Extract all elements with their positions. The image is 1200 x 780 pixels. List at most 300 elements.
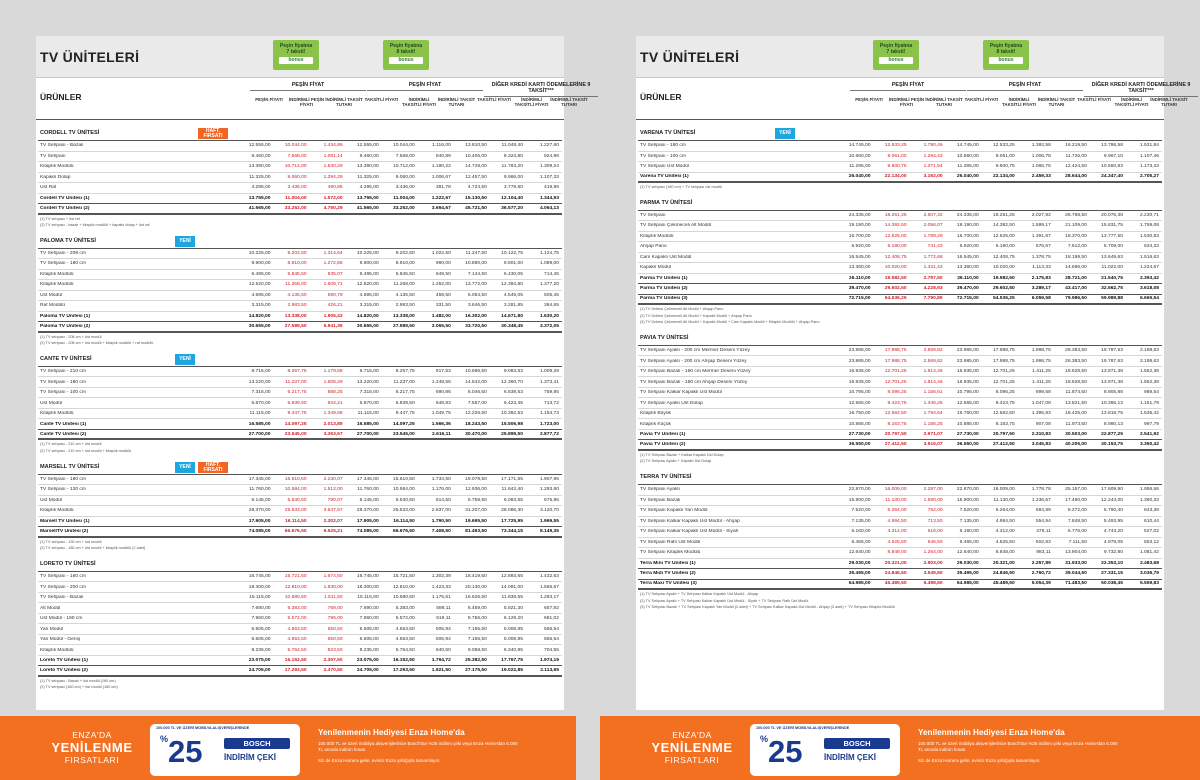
price-cell: 7.690,00 xyxy=(359,605,379,611)
set-name: Pavia TV Ünitesi (1) xyxy=(640,432,686,438)
product-name: TV Sehpası - Bazalı xyxy=(40,143,84,149)
price-cell: 14.745,00 xyxy=(848,143,871,149)
price-cell: 18.300,00 xyxy=(248,584,271,590)
price-cell: 1.236,67 xyxy=(1031,497,1051,503)
product-name: TV Sehpası xyxy=(40,153,66,159)
price-cell: 21.109,00 xyxy=(1065,223,1087,229)
price-cell: 1.566,36 xyxy=(431,421,451,427)
campaign-note: Siz de Enza Home'a gelin, evinizi Enza şıklığıyla tamamlayın. xyxy=(318,758,441,763)
price-cell: 9.061,00 xyxy=(887,153,907,159)
price-cell: 16.114,50 xyxy=(393,518,415,524)
product-name: TV Sehpası Çekmeceli Alt Modül xyxy=(640,223,712,229)
price-cell: 35.495,00 xyxy=(848,571,871,577)
section-title xyxy=(638,126,1162,141)
price-cell: 11.760,00 xyxy=(357,487,379,493)
price-cell: 1.293,17 xyxy=(539,595,559,600)
price-cell: 1.814,46 xyxy=(923,369,943,375)
price-cell: 6.505,00 xyxy=(359,626,379,632)
bonus-logo: bonus xyxy=(389,57,423,64)
price-cell: 1.176,00 xyxy=(431,487,451,493)
price-cell: 1.599,17 xyxy=(1031,223,1051,229)
price-cell: 5.493,95 xyxy=(1103,518,1123,524)
set-name: Cante TV Ünitesi (1) xyxy=(40,421,87,427)
price-cell: 17.725,95 xyxy=(501,518,523,524)
price-cell: 16.009,00 xyxy=(992,487,1015,493)
price-cell: 8.980,13 xyxy=(1103,421,1123,427)
price-cell: 13.649,63 xyxy=(1101,254,1123,260)
price-cell: 24.705,00 xyxy=(248,668,271,673)
price-cell: 17.345,00 xyxy=(356,476,379,482)
price-cell: 6.217,75 xyxy=(287,390,307,396)
page-title: TV ÜNİTELERİ xyxy=(640,49,740,65)
section-title-text: PAVIA TV ÜNİTESİ xyxy=(640,334,689,341)
price-cell: 13.755,00 xyxy=(248,195,271,201)
price-cell: 1.789,29 xyxy=(923,233,943,239)
price-cell: 36.550,00 xyxy=(956,442,979,448)
price-cell: 12.104,40 xyxy=(501,195,523,201)
price-cell: 3.372,05 xyxy=(539,323,559,329)
price-cell: 8.096,25 xyxy=(887,390,907,396)
price-cell: 5.190,00 xyxy=(887,244,907,250)
price-cell: 21.540,75 xyxy=(1101,275,1123,281)
price-cell: 6.495,00 xyxy=(359,271,379,277)
price-cell: 12.555,00 xyxy=(248,143,271,149)
price-cell: 13.338,00 xyxy=(392,313,415,319)
promo-line: 8 taksit! xyxy=(996,49,1016,55)
table-row xyxy=(38,603,562,614)
price-cell: 2.230,71 xyxy=(1139,212,1159,218)
price-cell: 15.610,50 xyxy=(284,476,307,482)
total-row xyxy=(38,666,562,677)
campaign-heading: Yenilenmenin Hediyesi Enza Home'da xyxy=(318,728,465,737)
table-row xyxy=(38,183,562,194)
price-cell: 4.994,50 xyxy=(887,518,907,524)
price-cell: 796,00 xyxy=(327,616,343,621)
price-cell: 13.220,00 xyxy=(248,379,271,385)
price-cell: 17.767,75 xyxy=(501,658,523,663)
price-cell: 28.644,00 xyxy=(1065,174,1087,180)
price-cell: 33.252,00 xyxy=(392,205,415,211)
price-cell: 8.235,00 xyxy=(251,647,271,653)
price-cell: 5.383,00 xyxy=(395,605,415,611)
price-cell: 14.671,80 xyxy=(501,313,523,319)
price-cell: 11.726,00 xyxy=(1065,153,1087,159)
price-cell: 907,08 xyxy=(1035,421,1051,427)
price-cell: 10.580,50 xyxy=(284,595,307,600)
coupon-percent xyxy=(160,734,203,770)
price-cell: 24.846,50 xyxy=(992,571,1015,577)
price-cell: 11.004,00 xyxy=(393,195,415,201)
price-cell: 18.199,50 xyxy=(1065,254,1087,260)
campaign-title xyxy=(640,730,744,765)
price-cell: 17.293,50 xyxy=(392,668,415,673)
price-cell: 12.408,75 xyxy=(884,254,907,260)
price-cell: 7.612,00 xyxy=(1067,244,1087,250)
price-cell: 28.370,00 xyxy=(356,508,379,514)
price-cell: 5.190,00 xyxy=(995,244,1015,250)
price-cell: 17.905,00 xyxy=(248,518,271,524)
price-cell: 649,50 xyxy=(435,271,451,277)
price-cell: 13.390,00 xyxy=(248,164,271,170)
set-name: Cordell TV Ünitesi (2) xyxy=(40,205,90,211)
product-name: Raf Modülü xyxy=(40,303,66,309)
price-cell: 8.756,00 xyxy=(467,616,487,621)
price-cell: 72.715,00 xyxy=(956,296,979,302)
bosch-logo: BOSCH xyxy=(224,738,290,749)
product-name: Kapaklı Dolap xyxy=(40,174,71,180)
right-page xyxy=(636,36,1191,710)
column-subheader: İNDİRİMLİ TAKSİTLİ FİYATI xyxy=(514,97,549,107)
price-cell: 8.046,50 xyxy=(467,390,487,396)
column-subheader: İNDİRİMLİ TAKSİTLİ FİYATI xyxy=(402,97,436,107)
price-cell: 8.272,00 xyxy=(1067,508,1087,514)
price-cell: 16.114,50 xyxy=(285,518,307,524)
price-cell: 1.154,73 xyxy=(539,411,559,417)
price-cell: 29.602,50 xyxy=(884,286,907,292)
set-name: Cante TV Ünitesi (2) xyxy=(40,431,87,437)
promo-line: Peşin fiyatına xyxy=(389,43,423,49)
promo-line: Peşin fiyatına xyxy=(989,43,1023,49)
promo-line: 7 taksit! xyxy=(286,49,306,55)
price-cell: 1.066,75 xyxy=(1031,164,1051,170)
price-cell: 26.040,00 xyxy=(956,174,979,180)
price-cell: 1.530,29 xyxy=(323,164,343,170)
price-cell: 7.155,50 xyxy=(467,637,487,642)
price-cell: 10.044,00 xyxy=(392,143,415,149)
product-name: TV Sehpası - 130 cm xyxy=(40,487,86,493)
table-row xyxy=(638,253,1162,264)
price-cell: 72.715,00 xyxy=(848,296,871,302)
price-cell: 7.960,00 xyxy=(251,616,271,621)
price-cell: 40.205,00 xyxy=(1065,442,1087,448)
price-cell: 11.638,55 xyxy=(501,595,523,600)
price-cell: 12.394,80 xyxy=(501,282,523,288)
price-cell: 616,00 xyxy=(927,529,943,535)
footnote: (2) TV Sehpası Ayaklı + Kapaklı Üst Dolap xyxy=(640,459,712,464)
price-cell: 17.293,50 xyxy=(284,668,307,673)
price-cell: 713,50 xyxy=(927,518,943,524)
price-table xyxy=(36,126,564,690)
product-name: Kitaplık Modülü xyxy=(40,282,74,288)
set-name: Terra Maxi TV Ünitesi (3) xyxy=(640,581,697,587)
table-row xyxy=(638,367,1162,378)
set-name: Paloma TV Ünitesi (1) xyxy=(40,313,91,319)
price-cell: 15.831,75 xyxy=(1101,223,1123,229)
table-row xyxy=(638,211,1162,222)
price-cell: 24.335,00 xyxy=(956,212,979,218)
price-cell: 1.974,19 xyxy=(539,658,559,663)
price-cell: 33.252,00 xyxy=(284,205,307,211)
price-cell: 19.787,63 xyxy=(1101,348,1123,354)
price-cell: 1.377,20 xyxy=(539,282,559,288)
price-cell: 16.700,00 xyxy=(956,233,979,239)
column-subheader: PEŞİN FİYATI xyxy=(855,97,883,102)
price-cell: 3.647,57 xyxy=(323,508,343,514)
price-cell: 1.395,83 xyxy=(1031,411,1051,417)
price-cell: 1.630,20 xyxy=(539,313,559,319)
price-cell: 5.764,50 xyxy=(287,647,307,653)
price-cell: 1.314,64 xyxy=(323,250,343,256)
price-cell: 14.091,00 xyxy=(501,584,523,590)
price-cell: 3.549,50 xyxy=(923,571,943,577)
price-cell: 6.059,58 xyxy=(1031,296,1051,302)
price-cell: 12.520,00 xyxy=(248,282,271,288)
price-cell: 12.565,00 xyxy=(956,400,979,406)
price-cell: 4.994,50 xyxy=(995,518,1015,524)
price-cell: 823,50 xyxy=(327,647,343,653)
product-name: Üst Modül xyxy=(40,292,63,298)
price-cell: 12.243,00 xyxy=(1101,497,1123,503)
table-row xyxy=(38,593,562,604)
price-cell: 22.877,25 xyxy=(1101,432,1123,438)
product-name: TV Sehpası Üst Modül xyxy=(640,164,689,170)
product-name: Kapaklı Modül xyxy=(640,265,671,271)
price-cell: 9.060,00 xyxy=(395,174,415,180)
percent-value: 25 xyxy=(168,734,203,769)
price-cell: 14.745,00 xyxy=(956,143,979,149)
price-cell: 1.227,60 xyxy=(539,143,559,149)
price-cell: 20.130,00 xyxy=(465,584,487,590)
section-title xyxy=(638,470,1162,485)
price-cell: 1.423,33 xyxy=(431,584,451,590)
price-cell: 1.151,79 xyxy=(1139,400,1159,406)
product-name: TV Sehpası Kalkar Kapaklı Üst Modül xyxy=(640,390,722,396)
price-cell: 5.530,50 xyxy=(395,497,415,503)
price-cell: 26.383,50 xyxy=(1065,348,1087,354)
price-cell: 4.135,50 xyxy=(395,292,415,298)
column-group-header: PEŞİN FİYAT xyxy=(367,82,483,91)
price-cell: 9.083,53 xyxy=(503,369,523,375)
price-cell: 11.295,00 xyxy=(849,164,871,170)
price-cell: 3.315,00 xyxy=(359,303,379,309)
price-cell: 9.202,50 xyxy=(287,250,307,256)
table-row xyxy=(38,485,562,496)
price-cell: 27.412,50 xyxy=(992,442,1015,448)
price-cell: 5.764,50 xyxy=(395,647,415,653)
price-cell: 648,83 xyxy=(435,400,451,406)
price-cell: 1.772,68 xyxy=(923,254,943,260)
price-cell: 989,54 xyxy=(1144,390,1159,396)
price-cell: 10.584,00 xyxy=(284,487,307,493)
price-cell: 7.144,50 xyxy=(467,271,487,277)
price-cell: 426,21 xyxy=(327,303,343,309)
table-row xyxy=(638,377,1162,388)
price-cell: 4.553,50 xyxy=(287,637,307,642)
product-name: Alt Modül xyxy=(40,605,61,611)
installment-promo-badge xyxy=(383,40,429,70)
price-cell: 7.315,00 xyxy=(359,390,379,396)
price-cell: 4.553,50 xyxy=(395,637,415,642)
price-cell: 19.695,50 xyxy=(465,518,487,524)
new-badge: YENİ xyxy=(175,354,195,365)
price-cell: 3.045,83 xyxy=(1031,442,1051,448)
price-cell: 13.777,50 xyxy=(1101,233,1123,239)
price-cell: 1.349,68 xyxy=(323,411,343,417)
price-cell: 634,33 xyxy=(1144,244,1159,250)
price-cell: 5.559,83 xyxy=(1139,581,1159,587)
footnote: (1) TV sehpası - 208 cm + üst modül xyxy=(40,334,102,339)
set-name: Loreto TV Ünitesi (1) xyxy=(40,658,88,663)
set-name: Cordell TV Ünitesi (1) xyxy=(40,195,90,201)
price-cell: 2.616,11 xyxy=(432,431,451,437)
price-cell: 27.730,00 xyxy=(848,432,871,438)
price-cell: 22.134,00 xyxy=(992,174,1015,180)
price-cell: 33.720,50 xyxy=(465,323,487,329)
set-name: Parma TV Ünitesi (3) xyxy=(640,296,688,302)
price-cell: 23.075,00 xyxy=(248,658,271,663)
footnote: (2) TV Ünitesi Çekmeceli Alt Modül + Kapaklı Modül + Ahşap Pano xyxy=(640,313,752,318)
price-cell: 18.251,25 xyxy=(884,212,907,218)
table-row xyxy=(38,280,562,291)
price-cell: 1.293,60 xyxy=(539,487,559,493)
total-row xyxy=(638,559,1162,570)
price-cell: 19.582,50 xyxy=(992,275,1015,281)
price-cell: 12.525,00 xyxy=(992,233,1015,239)
price-cell: 24.846,50 xyxy=(884,571,907,577)
total-row xyxy=(38,517,562,528)
price-cell: 26.768,50 xyxy=(1065,212,1087,218)
column-group-header: DİĞER KREDİ KARTI ÖDEMELERİNE 9 TAKSİT*** xyxy=(1084,82,1198,97)
total-row xyxy=(638,173,1162,184)
promo-line: Peşin fiyatına xyxy=(879,43,913,49)
price-cell: 1.081,14 xyxy=(323,153,343,159)
price-cell: 4.595,00 xyxy=(359,292,379,298)
coupon-percent xyxy=(760,734,803,770)
price-cell: 43.417,00 xyxy=(1065,286,1087,292)
bonus-logo: bonus xyxy=(989,57,1023,64)
price-cell: 11.115,00 xyxy=(357,411,379,417)
price-cell: 619,11 xyxy=(436,616,451,621)
price-cell: 419,96 xyxy=(544,185,559,191)
price-cell: 10.560,83 xyxy=(1101,164,1123,170)
price-cell: 14.097,25 xyxy=(392,421,415,427)
percent-sign: % xyxy=(760,734,769,744)
price-cell: 71.483,50 xyxy=(1065,581,1087,587)
total-row xyxy=(638,295,1162,306)
column-subheader: TAKSİTLİ FİYATI xyxy=(964,97,999,102)
price-cell: 11.973,50 xyxy=(1065,421,1087,427)
price-cell: 16.935,00 xyxy=(848,369,871,375)
product-name: Üst Raf xyxy=(40,185,57,191)
new-badge: YENİ xyxy=(175,236,195,247)
product-name: TV Sehpası Kalkar Kapaklı Üst Modül - Ahşap xyxy=(640,518,740,524)
price-cell: 9.061,00 xyxy=(995,153,1015,159)
price-cell: 54.536,25 xyxy=(884,296,907,302)
product-name: Kitaplık Modülü xyxy=(40,411,74,417)
price-cell: 713,72 xyxy=(544,400,559,406)
price-cell: 25.899,50 xyxy=(501,431,523,437)
price-cell: 16.700,00 xyxy=(848,233,871,239)
price-cell: 6.423,45 xyxy=(503,400,523,406)
total-row xyxy=(638,284,1162,295)
price-cell: 12.701,25 xyxy=(992,369,1015,375)
price-cell: 1.674,50 xyxy=(323,574,343,579)
price-cell: 11.022,00 xyxy=(1101,265,1123,271)
price-cell: 11.130,00 xyxy=(885,497,907,503)
column-subheader: İNDİRİMLİ TAKSİT TUTARI xyxy=(325,97,363,107)
price-cell: 646,50 xyxy=(927,539,943,545)
table-row xyxy=(38,367,562,378)
price-cell: 12.936,00 xyxy=(465,487,487,493)
price-cell: 10.890,00 xyxy=(465,261,487,267)
price-cell: 681,02 xyxy=(544,616,559,621)
total-row xyxy=(38,527,562,538)
price-cell: 790,07 xyxy=(327,497,343,503)
price-cell: 8.910,00 xyxy=(395,261,415,267)
price-cell: 4.525,50 xyxy=(995,539,1015,545)
price-cell: 17.988,75 xyxy=(884,358,907,364)
price-cell: 18.628,50 xyxy=(1065,369,1087,375)
price-cell: 835,07 xyxy=(327,271,343,277)
price-cell: 1.794,64 xyxy=(923,411,943,417)
promo-banner-left xyxy=(0,716,576,780)
total-row xyxy=(38,194,562,205)
price-cell: 19.079,50 xyxy=(465,476,487,482)
price-cell: 6.145,00 xyxy=(251,497,271,503)
price-cell: 997,79 xyxy=(1144,421,1159,427)
footnote: (1) TV sehpası - 210 cm + üst modül xyxy=(40,442,102,447)
total-row xyxy=(38,312,562,323)
price-cell: 27.412,50 xyxy=(884,442,907,448)
table-row xyxy=(38,398,562,409)
price-cell: 36.577,20 xyxy=(501,205,523,211)
product-name: Ahşap Pano xyxy=(640,244,667,250)
price-cell: 4.228,93 xyxy=(923,286,943,292)
price-cell: 2.837,00 xyxy=(431,508,451,514)
campaign-line: YENİLENME xyxy=(51,740,133,755)
price-cell: 16.302,00 xyxy=(465,313,487,319)
price-cell: 12.701,25 xyxy=(992,379,1015,385)
price-cell: 19.582,50 xyxy=(884,275,907,281)
price-cell: 6.217,75 xyxy=(395,390,415,396)
price-cell: 12.555,00 xyxy=(356,143,379,149)
section-title-text: MARSELL TV ÜNİTESİ xyxy=(40,463,100,470)
price-cell: 18.370,00 xyxy=(1065,233,1087,239)
footnote: (1) TV sehpası - Bazalı + üst modül (160 cm) xyxy=(40,678,116,683)
price-cell: 29.602,50 xyxy=(992,286,1015,292)
price-cell: 7.135,00 xyxy=(959,518,979,524)
price-cell: 8.848,00 xyxy=(887,550,907,556)
price-cell: 15.115,00 xyxy=(357,595,379,600)
price-cell: 1.432,63 xyxy=(539,574,559,579)
price-cell: 1.998,75 xyxy=(1031,358,1051,364)
price-cell: 12.533,25 xyxy=(884,143,907,149)
price-cell: 36.550,00 xyxy=(848,442,871,448)
price-cell: 554,94 xyxy=(1035,518,1051,524)
column-group-header: PEŞİN FİYAT xyxy=(967,82,1083,91)
price-cell: 1.346,25 xyxy=(923,400,943,406)
campaign-description: 100.000 TL ve üzeri mobilya alışverişlerinize Bosch'tan %25 indirim çeki veya Enza Home'dan 6.000 TL anında indirim fırsatı. xyxy=(918,741,1118,752)
price-cell: 1.294,29 xyxy=(323,174,343,180)
price-cell: 74.085,00 xyxy=(248,528,271,534)
price-cell: 17.988,75 xyxy=(992,348,1015,354)
price-cell: 1.156,61 xyxy=(923,390,943,396)
price-cell: 1.264,00 xyxy=(923,550,943,556)
price-cell: 331,50 xyxy=(435,303,451,309)
table-row xyxy=(638,419,1162,430)
set-name: Pavia TV Ünitesi (2) xyxy=(640,442,686,448)
price-cell: 50.038,45 xyxy=(1101,581,1123,587)
price-cell: 3.436,00 xyxy=(395,185,415,191)
price-cell: 18.419,50 xyxy=(465,574,487,579)
price-cell: 2.569,82 xyxy=(923,358,943,364)
table-row xyxy=(38,249,562,260)
price-cell: 11.130,00 xyxy=(993,497,1015,503)
table-row xyxy=(638,538,1162,549)
price-cell: 13.360,00 xyxy=(956,265,979,271)
price-cell: 8.324,80 xyxy=(503,153,523,159)
column-subheader: TAKSİTLİ FİYATI xyxy=(477,97,511,102)
